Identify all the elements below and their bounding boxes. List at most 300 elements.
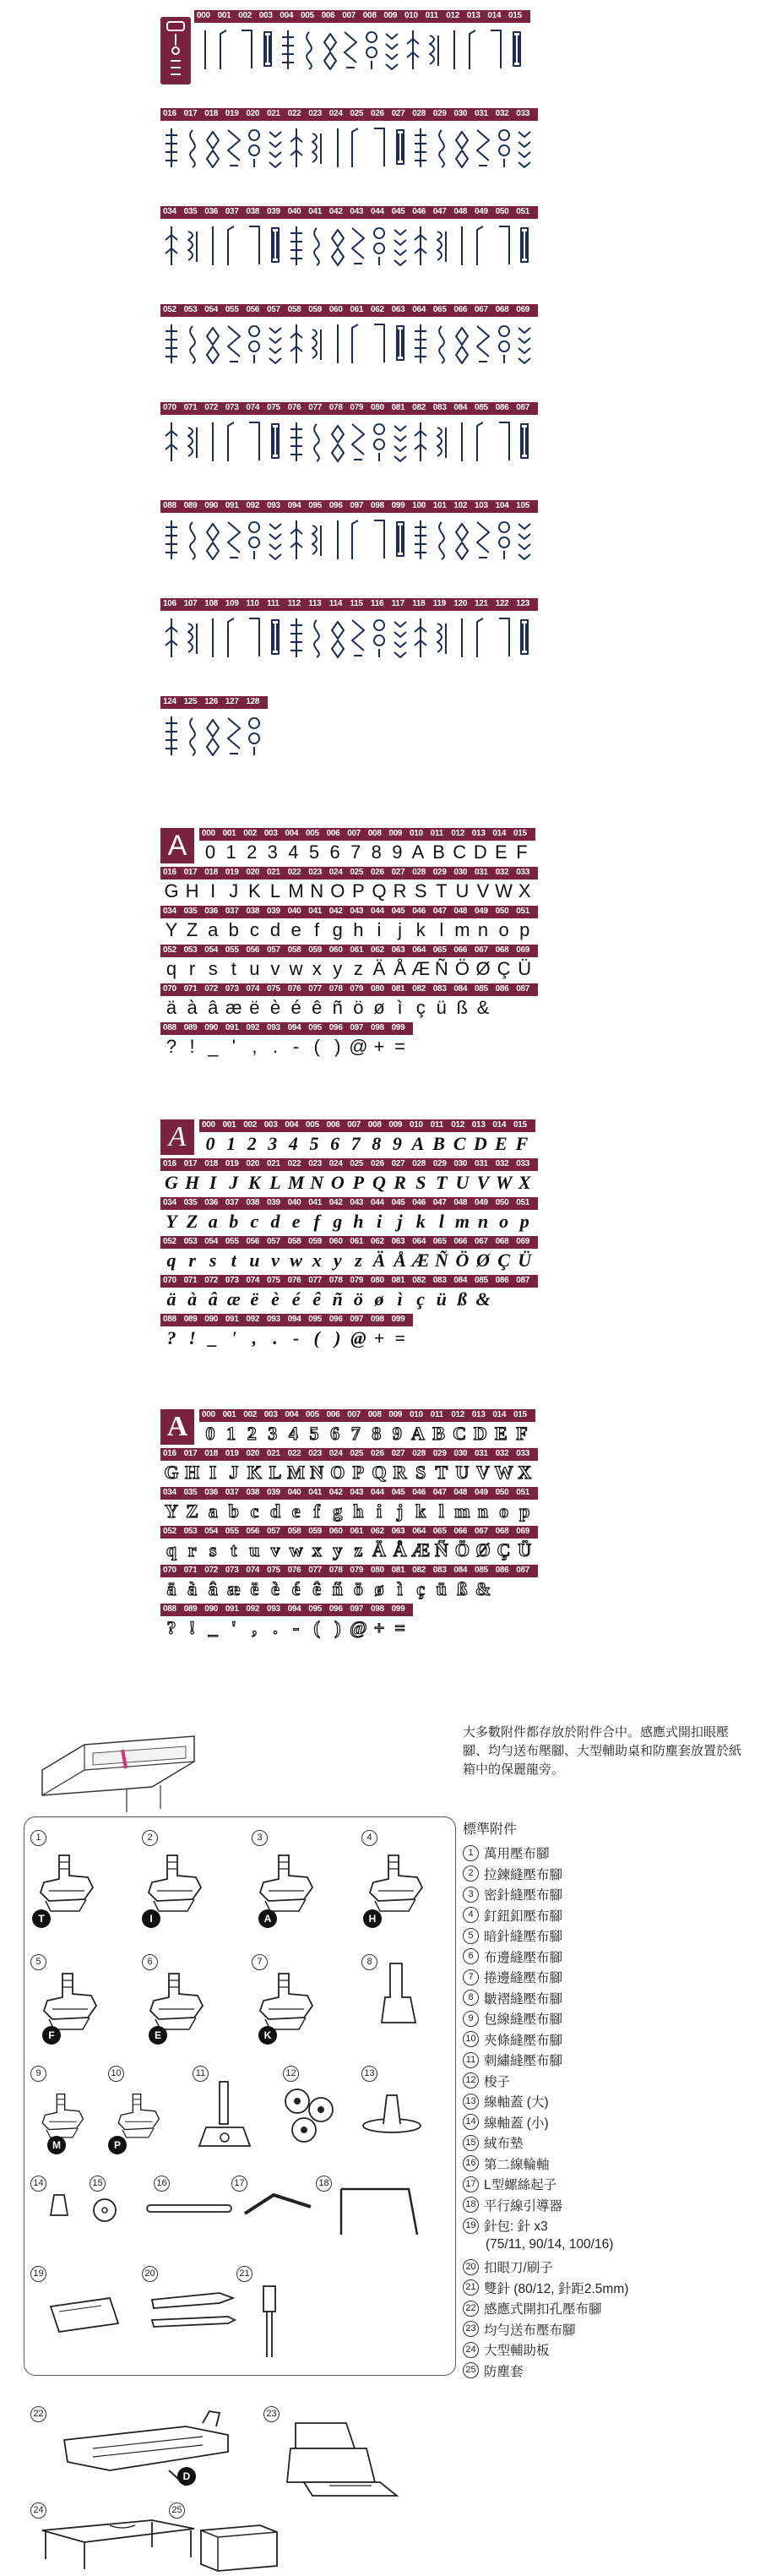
accessory-list-item [463,2299,602,2317]
character-row [160,998,535,1018]
character-glyph: 3 [268,1133,278,1154]
character-number: 013 [471,829,486,838]
stitch-pattern-icon [306,517,328,563]
stitch-number: 123 [516,599,529,608]
stitch-number: 064 [412,305,426,314]
stitch-pattern-icon [389,321,411,367]
character-number: 081 [391,1566,405,1575]
character-glyph: Ç [497,1539,511,1560]
character-number: 091 [225,1023,239,1032]
character-glyph: N [310,880,324,901]
character-glyph: b [229,1211,239,1232]
character-number: 078 [328,1566,343,1575]
character-glyph: ñ [332,997,343,1018]
accessory-number-7: 7 [252,1954,268,1970]
accessory-number-3: 3 [252,1830,268,1846]
character-glyph: z [353,958,363,979]
stitch-number-bar [160,206,538,219]
stitch-number: 113 [308,599,322,608]
character-glyph: 6 [330,1423,340,1444]
accessories-intro: 大多數附件都存放於附件合中。感應式開扣眼壓腳、均勻送布壓腳、大型輔助桌和防塵套放置於紙箱中的保麗龍旁。 [463,1725,742,1777]
character-glyph: 1 [226,1133,236,1154]
character-number: 014 [492,1410,507,1419]
foot-letter-badge: P [108,2136,127,2154]
character-glyph: Ç [497,1250,510,1271]
character-number: 021 [267,868,280,877]
accessory-drawing-icon [34,1850,110,1918]
foot-letter-badge: H [363,1909,382,1928]
character-glyph: E [495,1133,508,1154]
character-number: 053 [183,1527,198,1536]
stitch-row [160,514,535,566]
character-number: 018 [204,1159,218,1168]
font-style-label: A [160,1409,194,1445]
stitch-number: 088 [163,501,176,510]
character-glyph: 7 [350,1133,361,1154]
character-glyph: Ü [518,1539,532,1560]
character-glyph: I [209,1462,217,1483]
character-number: 093 [267,1604,280,1614]
character-glyph: , [252,1327,258,1348]
item-label: 梭子 [484,2074,511,2089]
character-number: 071 [183,1566,198,1575]
item-number: 20 [463,2259,479,2275]
character-glyph: i [376,1500,383,1522]
accessory-list-item [463,2216,548,2235]
character-number: 051 [516,1198,529,1207]
character-glyph: è [269,997,281,1018]
stitch-pattern-icon [223,223,245,269]
character-glyph: m [454,1500,470,1522]
character-number: 074 [246,1566,260,1575]
character-glyph: z [355,1250,362,1271]
character-number: 011 [430,1120,443,1130]
stitch-number: 034 [163,207,176,216]
character-glyph: ñ [332,1578,343,1599]
character-number: 010 [410,1120,423,1130]
character-number: 059 [308,1237,322,1246]
character-number: 068 [495,1237,509,1246]
stitch-pattern-icon [361,27,383,73]
stitch-pattern-icon [368,321,390,367]
stitch-number: 055 [225,305,239,314]
character-glyph: _ [208,1327,218,1348]
stitch-number: 020 [246,109,260,118]
stitch-number: 065 [432,305,447,314]
stitch-pattern-icon [368,419,390,465]
stitch-number: 021 [267,109,280,118]
item-label: 第二線輪軸 [484,2157,550,2172]
character-number: 038 [246,1198,260,1207]
stitch-pattern-icon [182,223,204,269]
character-glyph: w [290,1250,302,1271]
character-number: 007 [347,1120,361,1130]
accessory-number-4: 4 [361,1830,377,1846]
character-glyph: Z [186,919,198,940]
character-glyph: 8 [371,841,382,863]
character-number: 047 [432,907,447,916]
stitch-pattern-icon [327,321,349,367]
character-glyph: ç [416,1578,426,1599]
stitch-pattern-icon [182,125,204,171]
character-number: 091 [225,1315,239,1324]
character-glyph: V [476,1172,490,1193]
character-glyph: ñ [332,1288,343,1310]
character-glyph: 9 [392,1133,402,1154]
character-glyph: M [288,880,304,901]
character-glyph: Ñ [434,1250,448,1271]
item-number: 18 [463,2197,479,2213]
character-number: 079 [350,1566,364,1575]
item-number: 3 [463,1887,479,1903]
character-glyph: J [229,1462,239,1483]
stitch-number: 087 [516,403,529,412]
stitch-pattern-icon [381,27,403,73]
accessory-number-18: 18 [316,2176,332,2192]
character-glyph: e [291,1500,301,1522]
character-glyph: , [252,1617,258,1638]
character-glyph: ! [188,1617,196,1638]
stitch-number: 060 [328,305,343,314]
character-number: 040 [287,1488,301,1497]
character-number: 086 [495,984,509,994]
character-number: 055 [225,1527,239,1536]
accessory-list-item [463,2030,562,2049]
character-glyph: & [475,1288,491,1310]
character-glyph: A [411,1423,425,1444]
character-glyph: J [229,1172,239,1193]
stitch-number: 059 [308,305,322,314]
item-number: 11 [463,2052,479,2068]
character-number: 057 [267,945,280,955]
stitch-number: 118 [412,599,426,608]
stitch-pattern-icon [513,125,535,171]
item-label: 雙針 (80/12, 針距2.5mm) [484,2281,629,2296]
character-number: 058 [287,945,301,955]
character-number: 092 [246,1315,260,1324]
stitch-number: 107 [183,599,198,608]
character-number: 097 [350,1315,364,1324]
item-number: 21 [463,2279,479,2296]
accessory-number-23: 23 [263,2406,280,2422]
character-number: 022 [287,1159,301,1168]
stitch-number: 083 [432,403,447,412]
character-glyph: Z [186,1500,198,1522]
accessory-list-item [463,2340,550,2359]
character-glyph: 9 [392,841,403,863]
character-glyph: B [432,1133,445,1154]
character-number: 024 [328,1159,343,1168]
character-number: 019 [225,1449,239,1458]
character-number: 088 [163,1023,176,1032]
character-number: 083 [432,1276,447,1285]
character-number: 003 [263,1410,278,1419]
stitch-number: 071 [183,403,198,412]
character-number: 020 [246,1159,260,1168]
item-number: 7 [463,1969,479,1985]
character-number: 052 [163,1527,176,1536]
character-number: 060 [328,945,343,955]
character-row [160,920,535,940]
character-glyph: p [519,1500,530,1522]
character-glyph: o [499,1500,509,1522]
stitch-pattern-icon [451,615,473,661]
character-glyph: Ö [455,1250,470,1271]
stitch-number: 105 [516,501,529,510]
character-number: 025 [350,1159,364,1168]
stitch-pattern-icon [347,419,369,465]
accessory-number-8: 8 [361,1954,377,1970]
character-row [160,1289,535,1310]
character-glyph: Q [372,1172,386,1193]
stitch-number: 026 [371,109,384,118]
character-glyph: Ä [372,1250,386,1271]
character-glyph: h [353,1211,364,1232]
stitch-pattern-icon [264,321,286,367]
character-number: 032 [495,1159,509,1168]
stitch-pattern-icon [327,125,349,171]
character-glyph: ü [436,1288,447,1310]
character-glyph: u [249,958,260,979]
character-number: 052 [163,945,176,955]
item-label: 密針縫壓布腳 [484,1888,563,1903]
stitch-number: 029 [432,109,447,118]
needle-sizes: (75/11, 90/14, 100/16) [486,2236,614,2252]
character-glyph: o [499,1211,509,1232]
character-number: 056 [246,945,260,955]
character-number: 076 [287,1566,301,1575]
character-number: 054 [204,1237,218,1246]
character-number: 061 [350,1237,364,1246]
character-glyph: 0 [204,841,216,863]
stitch-number: 019 [225,109,239,118]
stitch-pattern-icon [389,419,411,465]
stitch-pattern-icon [410,517,432,563]
character-number: 027 [391,1449,405,1458]
stitch-number: 040 [287,207,301,216]
character-glyph: N [310,1172,324,1193]
character-number: 062 [371,1237,384,1246]
character-number: 036 [204,907,218,916]
stitch-pattern-icon [202,517,224,563]
stitch-number: 128 [246,697,260,706]
character-number: 090 [204,1604,218,1614]
stitch-number: 024 [328,109,343,118]
accessory-drawing-icon [358,2087,426,2138]
character-number: 056 [246,1237,260,1246]
accessory-drawing-icon [144,2286,245,2345]
stitch-pattern-icon [451,223,473,269]
character-number: 010 [410,1410,423,1419]
character-number: 045 [391,1488,405,1497]
character-glyph: v [270,958,280,979]
stitch-pattern-icon [202,125,224,171]
stitch-number: 004 [280,11,294,20]
stitch-row [160,612,535,664]
item-number: 17 [463,2176,479,2192]
stitch-pattern-icon [493,321,515,367]
character-glyph: + [373,1327,385,1348]
character-number: 022 [287,868,301,877]
character-row [160,1501,535,1522]
character-glyph: @ [350,1617,367,1638]
accessory-number-16: 16 [154,2176,170,2192]
character-glyph: d [269,919,281,940]
accessory-number-22: 22 [30,2406,46,2422]
character-glyph: p [519,1211,529,1232]
accessory-number-9: 9 [30,2066,46,2082]
character-glyph: 2 [247,841,258,863]
character-glyph: k [415,1500,426,1522]
character-row [160,1462,535,1483]
character-glyph: s [208,958,218,979]
character-glyph: ö [353,997,364,1018]
stitch-pattern-icon [285,321,307,367]
character-number: 071 [183,1276,198,1285]
character-number: 064 [412,1527,426,1536]
accessory-drawing-icon [279,2415,405,2508]
accessory-list-item [463,2092,549,2110]
stitch-number: 081 [391,403,405,412]
character-glyph: f [313,1500,320,1522]
character-glyph: ( [313,1036,320,1057]
character-number: 020 [246,1449,260,1458]
character-number: 024 [328,1449,343,1458]
accessory-number-5: 5 [30,1954,46,1970]
character-number: 075 [267,984,280,994]
character-glyph: B [432,841,445,863]
stitch-number: 050 [495,207,509,216]
character-glyph: h [353,1500,364,1522]
character-glyph: p [519,919,530,940]
stitch-pattern-icon [215,27,237,73]
character-glyph: R [393,1462,407,1483]
character-glyph: r [188,1250,196,1271]
stitch-pattern-icon [368,223,390,269]
stitch-pattern-icon [160,419,182,465]
stitch-number-bar [160,108,538,121]
character-glyph: _ [208,1036,219,1057]
character-number: 032 [495,1449,509,1458]
character-number: 010 [410,829,423,838]
character-number: 046 [412,1198,426,1207]
character-glyph: u [249,1250,260,1271]
character-number: 036 [204,1488,218,1497]
character-glyph: I [210,880,216,901]
stitch-number: 112 [287,599,301,608]
stitch-pattern-icon [513,321,535,367]
character-row [160,1618,410,1638]
character-glyph: w [289,1539,303,1560]
character-number: 068 [495,1527,509,1536]
accessory-list-item [463,1989,562,2007]
stitch-pattern-icon [182,713,204,759]
stitch-pattern-icon [202,223,224,269]
stitch-pattern-icon [472,517,494,563]
character-row [160,1579,535,1599]
stitch-number: 067 [475,305,488,314]
character-glyph: ? [166,1617,176,1638]
stitch-number-bar [160,598,538,611]
character-glyph: P [352,1172,365,1193]
stitch-pattern-icon [402,27,424,73]
accessory-list-item [463,2279,628,2297]
character-number-bar [160,1236,538,1249]
character-glyph: Æ [411,1539,431,1560]
stitch-number: 108 [204,599,218,608]
stitch-pattern-icon [182,517,204,563]
character-glyph: y [333,958,343,979]
character-glyph: â [208,1578,218,1599]
stitch-pattern-icon [327,615,349,661]
character-row [160,1540,535,1560]
accessory-drawing-icon [142,1850,218,1918]
character-glyph: C [453,841,467,863]
character-glyph: ø [374,1288,384,1310]
item-label: 捲邊縫壓布腳 [484,1971,563,1985]
character-glyph: O [330,1462,345,1483]
character-number-bar [160,1022,413,1035]
stitch-pattern-icon [493,615,515,661]
accessory-list-item [463,2072,510,2090]
accessory-drawing-icon [42,2290,127,2340]
character-glyph: s [209,1539,217,1560]
stitch-number: 075 [267,403,280,412]
character-glyph: s [209,1250,217,1271]
foot-letter-badge: A [258,1909,277,1928]
character-number: 019 [225,1159,239,1168]
character-glyph: v [270,1539,280,1560]
character-number: 030 [453,868,468,877]
character-glyph: n [477,1500,489,1522]
stitch-pattern-icon [339,27,361,73]
character-number: 084 [453,1276,468,1285]
character-glyph: l [438,1211,444,1232]
character-number: 027 [391,868,405,877]
character-number: 039 [267,1488,280,1497]
character-number: 017 [183,1159,198,1168]
item-label: 均勻送布壓布腳 [484,2323,576,2338]
stitch-number: 121 [475,599,488,608]
accessory-drawing-icon [193,2513,285,2573]
character-number: 013 [471,1410,486,1419]
character-glyph: = [394,1327,405,1348]
character-number: 085 [475,1276,488,1285]
character-number: 096 [328,1023,343,1032]
character-number: 023 [308,1449,322,1458]
accessory-list-item [463,2361,524,2380]
character-glyph: Ñ [434,1539,448,1560]
character-glyph: T [436,880,448,901]
accessory-list-item [463,2154,550,2173]
character-glyph: W [494,1462,513,1483]
character-number: 035 [183,1488,198,1497]
stitch-number: 032 [495,109,509,118]
character-number: 048 [453,1488,468,1497]
character-glyph: . [272,1036,279,1057]
stitch-number: 056 [246,305,260,314]
character-row [199,1134,532,1154]
character-glyph: ) [334,1617,341,1638]
character-glyph: Y [165,1500,178,1522]
character-number: 061 [350,945,364,955]
stitch-number: 110 [246,599,259,608]
character-glyph: c [250,1500,259,1522]
character-number: 015 [513,829,527,838]
character-glyph: 0 [205,1423,215,1444]
accessory-drawing-icon [37,2083,96,2150]
character-glyph: ç [415,997,426,1018]
